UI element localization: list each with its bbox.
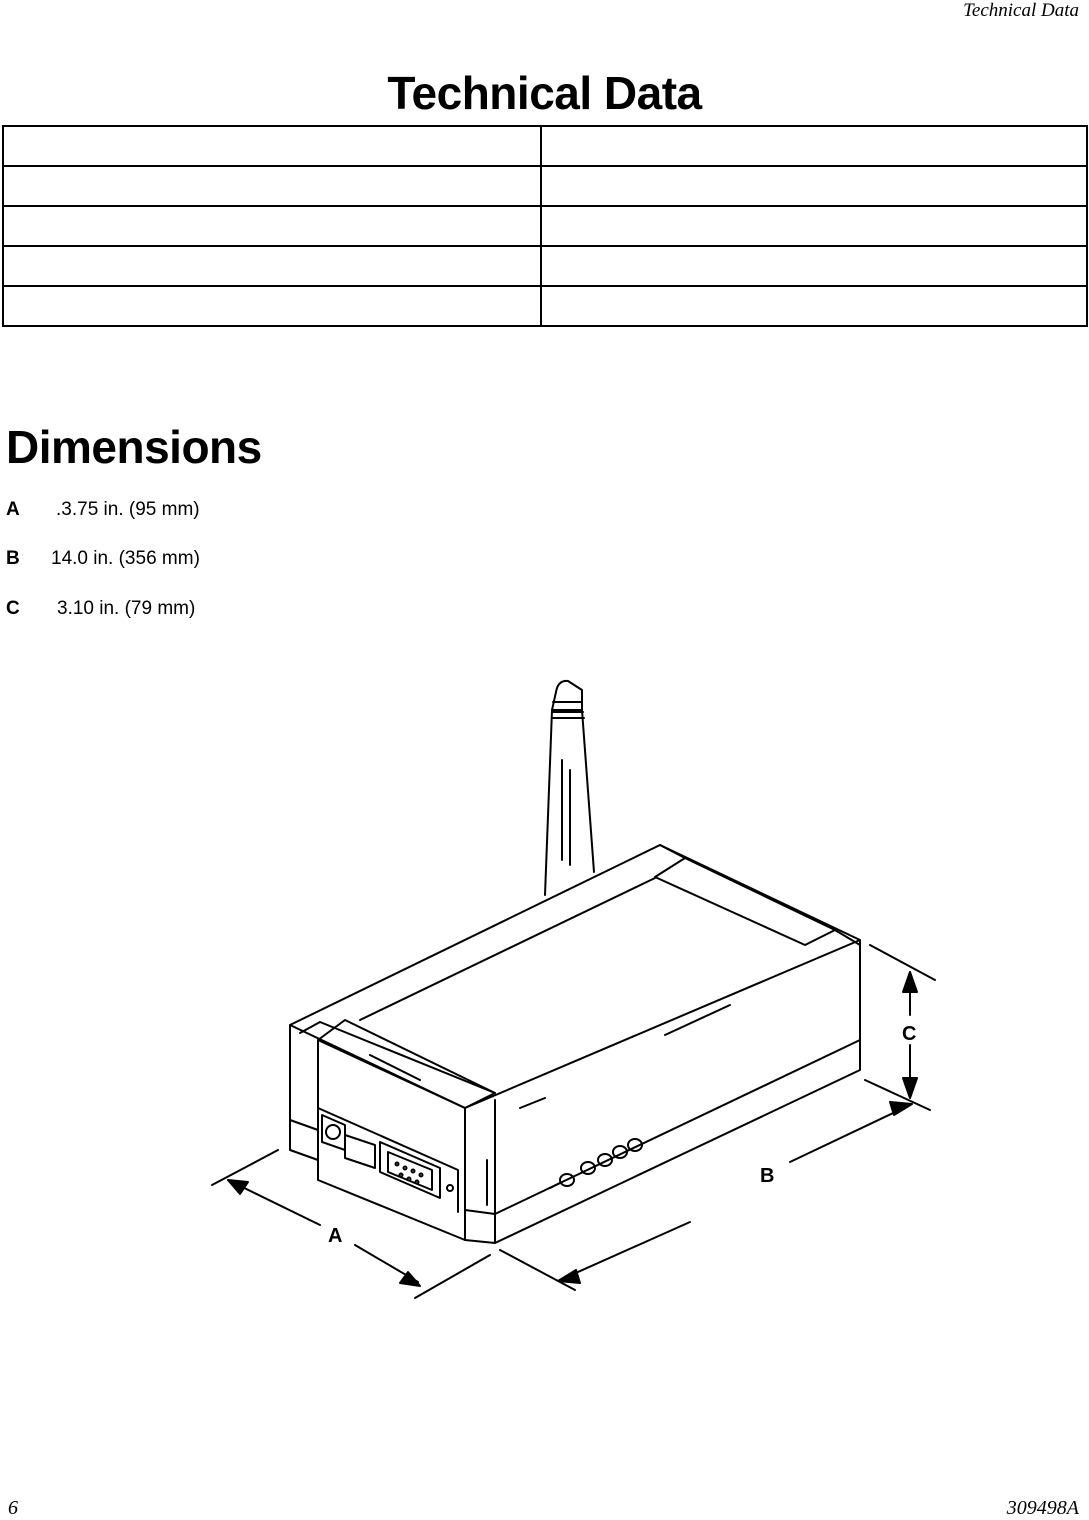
dimension-letter: B bbox=[6, 548, 20, 569]
connectors bbox=[318, 1108, 458, 1212]
table-row bbox=[3, 286, 1087, 326]
receiver-dimension-drawing bbox=[200, 670, 950, 1310]
table-cell bbox=[3, 126, 541, 166]
label-a: A bbox=[328, 1225, 343, 1247]
dimensions-heading: Dimensions bbox=[6, 421, 262, 473]
dimension-a-arrow bbox=[212, 1150, 490, 1298]
table-row bbox=[3, 246, 1087, 286]
dimension-value: 14.0 in. (356 mm) bbox=[51, 548, 200, 569]
table-row bbox=[3, 126, 1087, 166]
table-cell bbox=[541, 206, 1087, 246]
top-face bbox=[290, 845, 860, 1108]
table-cell bbox=[541, 286, 1087, 326]
left-end-cap bbox=[318, 1020, 495, 1108]
table-cell bbox=[541, 166, 1087, 206]
table-cell bbox=[3, 246, 541, 286]
dimension-value: 3.10 in. (79 mm) bbox=[57, 598, 196, 619]
document-number: 309498A bbox=[1006, 1497, 1079, 1519]
dimension-c-arrow bbox=[870, 945, 935, 1098]
technical-data-table bbox=[2, 125, 1088, 327]
front-face bbox=[465, 940, 860, 1243]
back-cap bbox=[655, 858, 835, 945]
label-c: C bbox=[902, 1023, 917, 1045]
table-row bbox=[3, 166, 1087, 206]
table-cell bbox=[541, 246, 1087, 286]
table-cell bbox=[3, 166, 541, 206]
table-cell bbox=[3, 206, 541, 246]
antenna-drawing bbox=[545, 681, 594, 895]
page-title: Technical Data bbox=[387, 67, 702, 119]
page-number: 6 bbox=[8, 1497, 18, 1519]
table-row bbox=[3, 206, 1087, 246]
dimension-letter: A bbox=[6, 499, 20, 520]
table-cell bbox=[541, 126, 1087, 166]
label-b: B bbox=[760, 1165, 775, 1187]
dimension-letter: C bbox=[6, 598, 20, 619]
running-header: Technical Data bbox=[963, 0, 1079, 21]
table-cell bbox=[3, 286, 541, 326]
dimension-value: .3.75 in. (95 mm) bbox=[56, 499, 200, 520]
